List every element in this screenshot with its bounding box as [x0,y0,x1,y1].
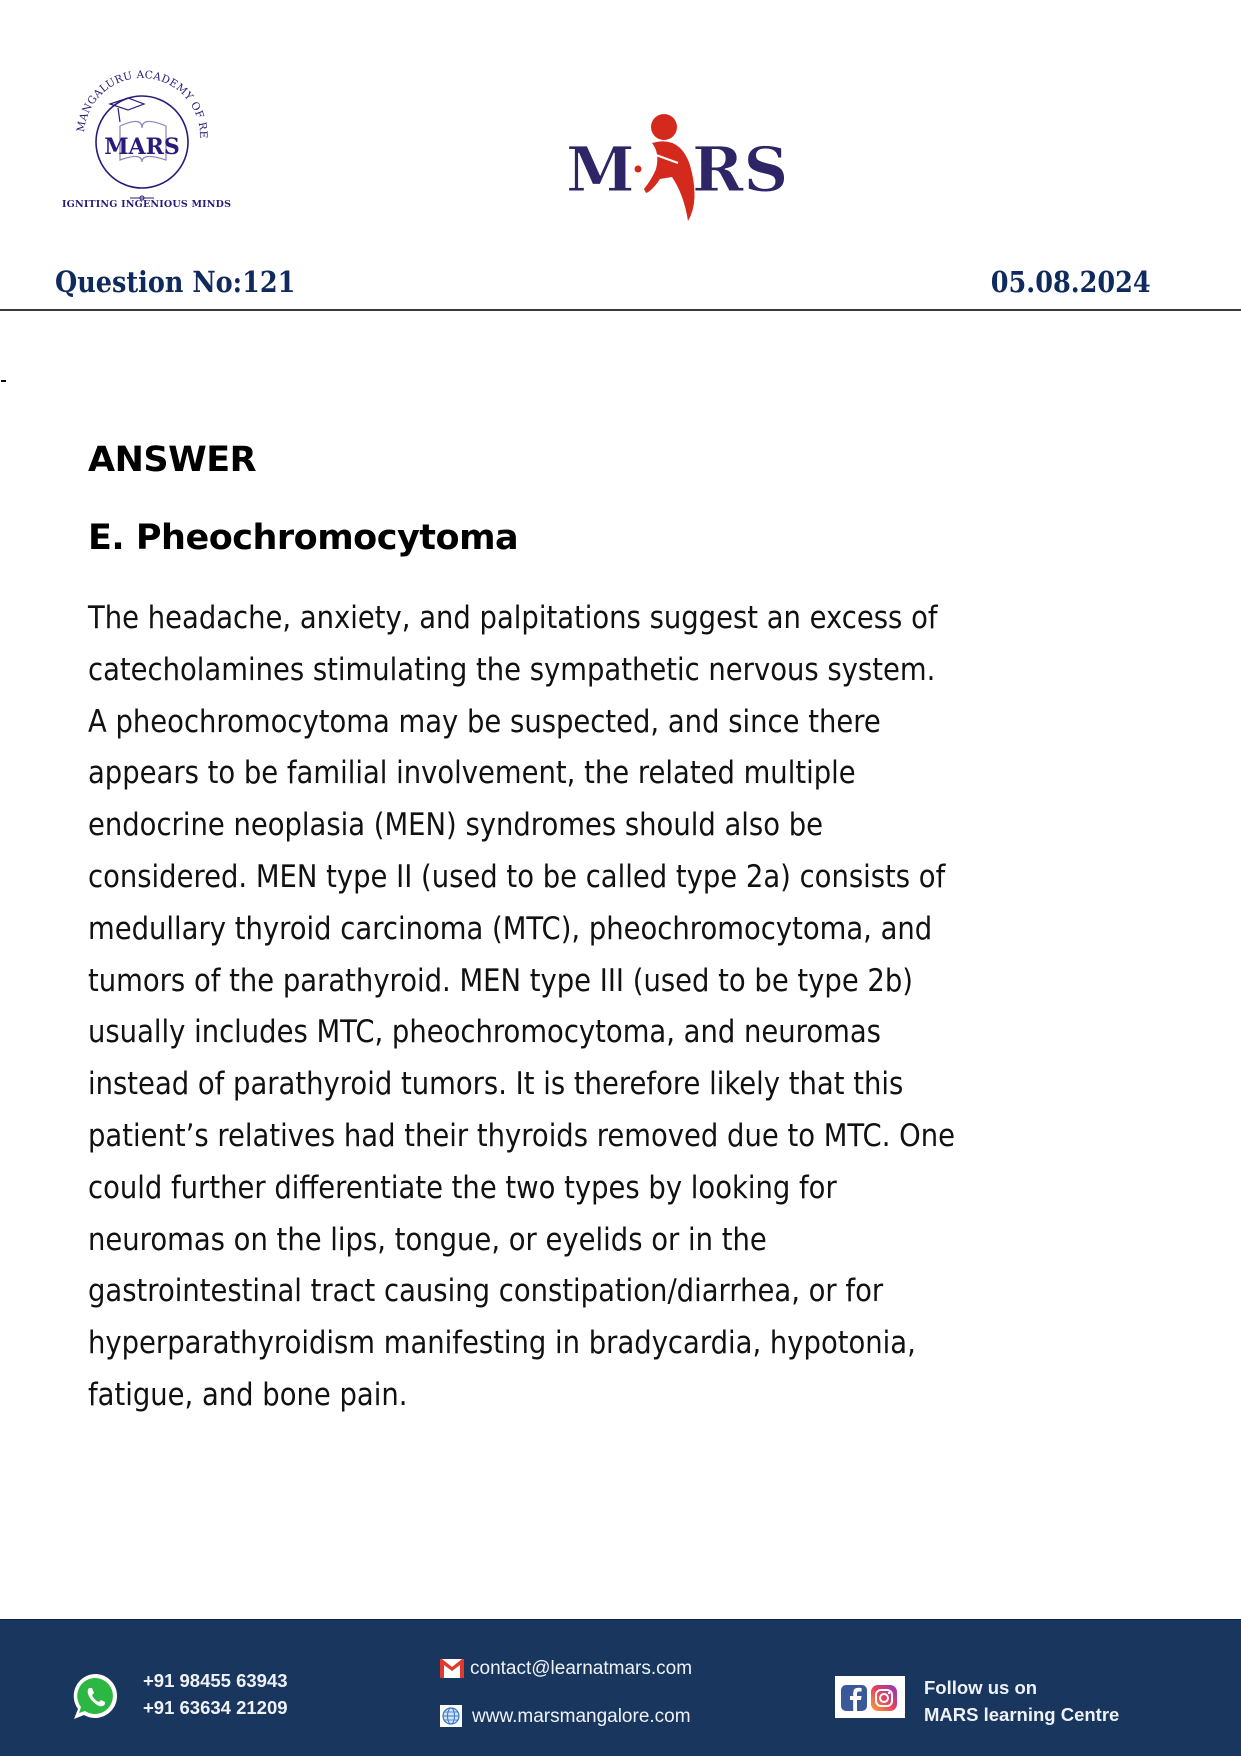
explanation-line: medullary thyroid carcinoma (MTC), pheochromocytoma, and [88,910,933,947]
explanation-line: A pheochromocytoma may be suspected, and since there [88,703,881,740]
phone-number-2[interactable]: +91 63634 21209 [143,1697,288,1718]
svg-text:M: M [566,133,635,206]
explanation-line: fatigue, and bone pain. [88,1376,408,1413]
answer-heading: ANSWER [88,440,257,480]
stray-dash-mark [1,380,6,382]
question-number: Question No:121 [55,265,296,299]
facebook-icon [841,1685,867,1711]
explanation-line: tumors of the parathyroid. MEN type III (used to be type 2b) [88,962,914,999]
globe-icon [440,1705,462,1727]
follow-line-1: Follow us on [924,1677,1038,1698]
svg-text:MANGALURU ACADEMY OF REFINED S: MANGALURU ACADEMY OF RE [74,68,210,139]
answer-option: E. Pheochromocytoma [88,518,519,558]
explanation-line: patient’s relatives had their thyroids removed due to MTC. One [88,1117,956,1154]
phone-numbers [143,1667,288,1721]
social-icons [835,1676,905,1718]
mail-icon [440,1659,464,1678]
whatsapp-icon [70,1671,122,1723]
header-divider [0,309,1241,311]
explanation-line: considered. MEN type II (used to be called type 2a) consists of [88,858,946,895]
explanation-line: usually includes MTC, pheochromocytoma, and neuromas [88,1014,881,1051]
mars-brand-logo [560,105,810,225]
instagram-icon [871,1685,897,1711]
website-link[interactable]: www.marsmangalore.com [472,1706,691,1727]
explanation-line: gastrointestinal tract causing constipation/diarrhea, or for [88,1273,884,1310]
explanation-line: hyperparathyroidism manifesting in bradycardia, hypotonia, [88,1325,916,1362]
email-link[interactable]: contact@learnatmars.com [470,1658,693,1679]
svg-text:RS: RS [692,133,789,206]
explanation-line: neuromas on the lips, tongue, or eyelids or in the [88,1221,767,1258]
explanation-line: appears to be familial involvement, the related multiple [88,755,856,792]
explanation-line: The headache, anxiety, and palpitations suggest an excess of [88,600,938,636]
phone-number-1[interactable]: +91 98455 63943 [143,1670,288,1691]
academy-seal-logo [62,66,232,216]
explanation-line: could further differentiate the two types by looking for [88,1169,837,1206]
academy-tagline: IGNITING INGENIOUS MINDS [62,199,232,210]
explanation-line: endocrine neoplasia (MEN) syndromes should also be [88,807,824,844]
explanation-line: catecholamines stimulating the sympathetic nervous system. [88,651,936,688]
follow-us [924,1674,1119,1728]
svg-text:MARS: MARS [104,134,180,160]
question-date: 05.08.2024 [991,265,1151,299]
answer-explanation [88,593,1178,1422]
follow-line-2[interactable]: MARS learning Centre [924,1704,1120,1725]
explanation-line: instead of parathyroid tumors. It is therefore likely that this [88,1066,904,1103]
